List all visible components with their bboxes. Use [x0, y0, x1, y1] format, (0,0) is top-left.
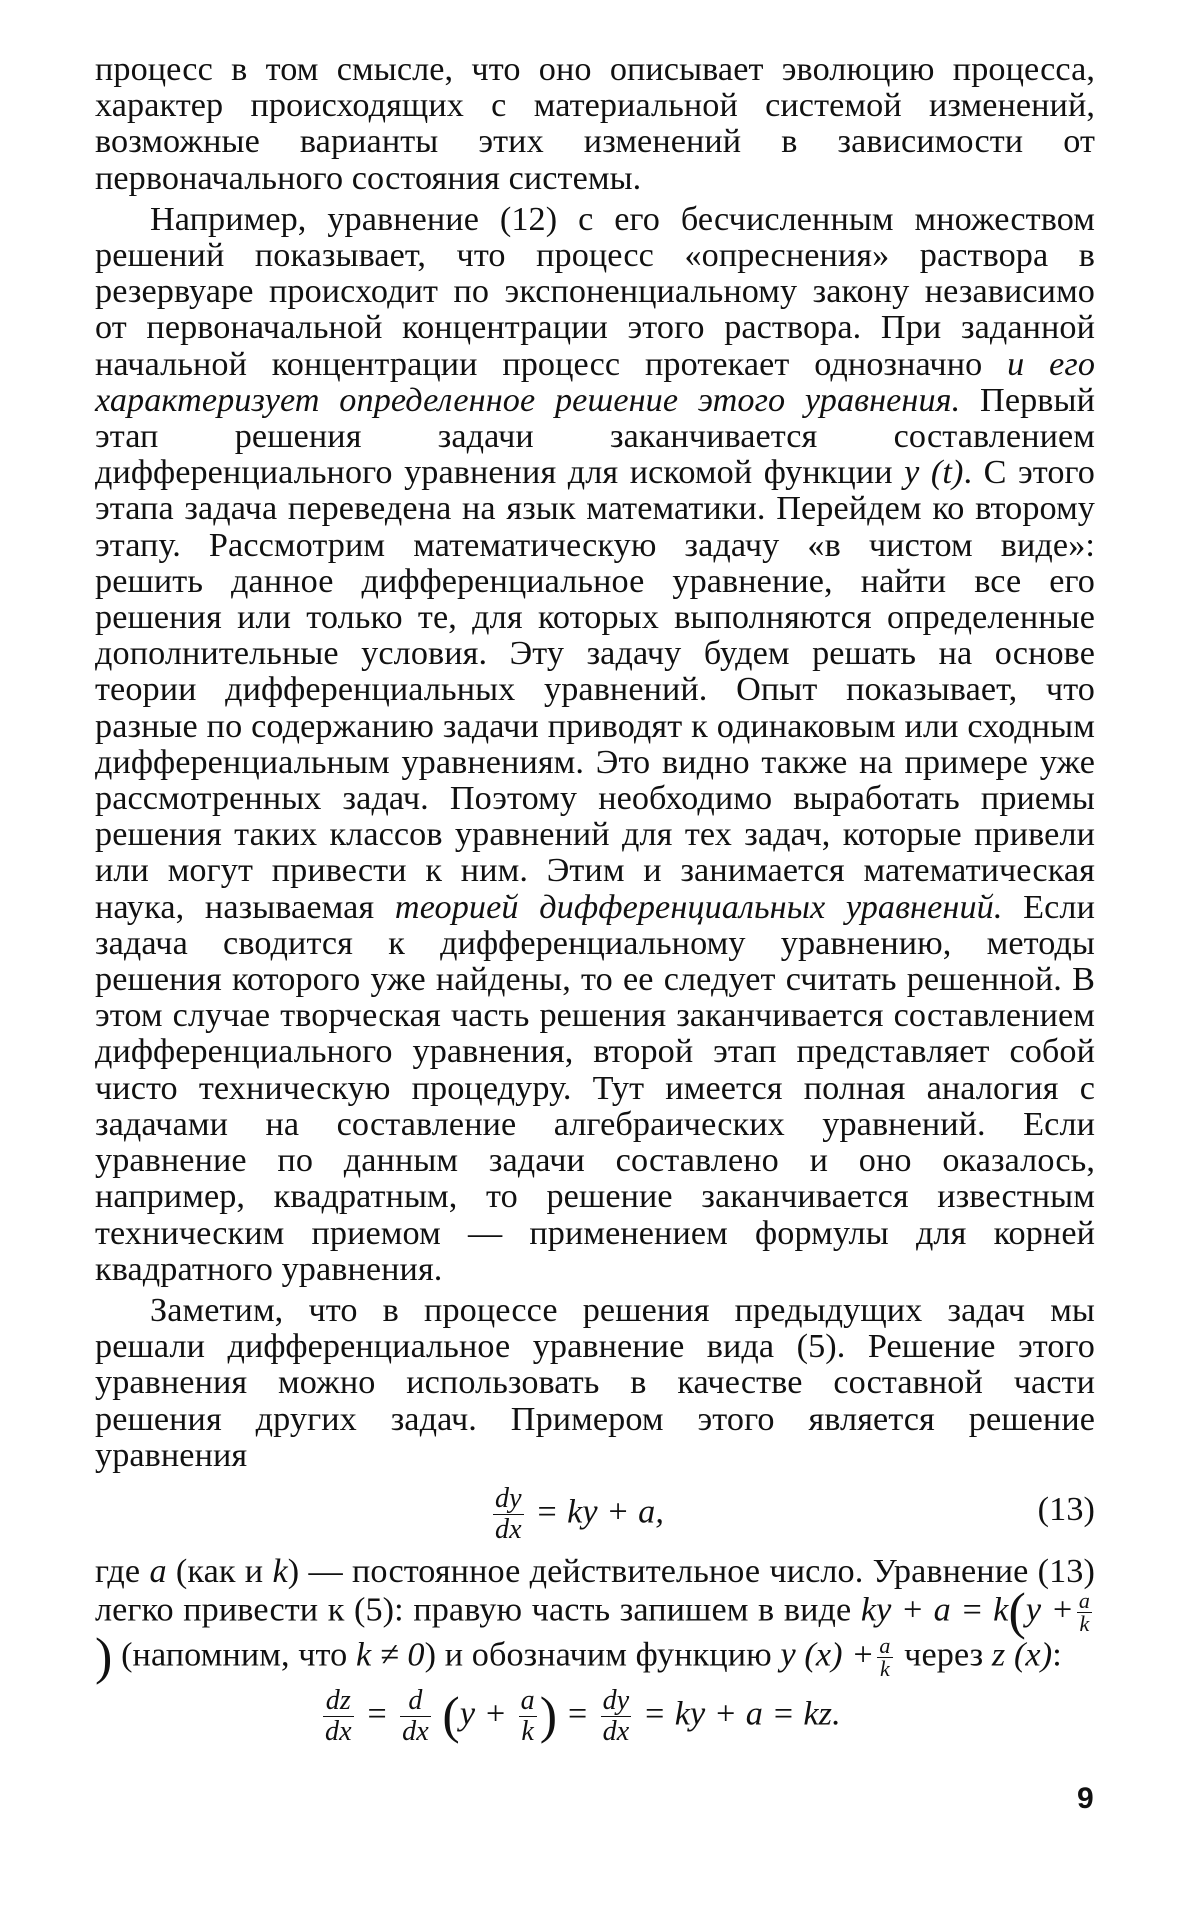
equation-13-body — [490, 1484, 664, 1545]
p4-t5: ) и обозначим функцию — [424, 1636, 781, 1674]
paragraph-4 — [95, 1552, 1095, 1686]
eq2-right-paren: ) — [539, 1687, 558, 1745]
eq2-rest: = ky + a = kz. — [642, 1695, 841, 1733]
p4-fraction-num: a — [1078, 1588, 1090, 1614]
p4-fraction-a-over-k — [1077, 1590, 1092, 1635]
eq2-d: d — [400, 1686, 431, 1717]
paragraph-2-part3: . С этого этапа задача переведена на язык математики. Перейдем ко второму этапу. Рассмотрим математическую задачу «в чистом виде»: решить данное дифференциальное уравнение, найти все его решения или только те, для которых выполняются определенные дополнительные условия. Эту задачу будем решать на основе теории дифференциальных уравнений. Опыт показывает, что разные по содержанию задачи приводят к одинаковым или сходным дифференциальным уравнениям. Это видно также на примере уже рассмотренных задач. Поэтому необходимо выработать приемы решения таких классов уравнений для тех задач, которые привели или могут привести к ним. Этим и занимается математическая наука, называемая — [95, 454, 1095, 926]
paragraph-1 — [95, 52, 1095, 197]
eq2-left-paren: ( — [442, 1687, 460, 1745]
paragraph-3 — [95, 1293, 1095, 1474]
eq2-fraction-a-k — [519, 1686, 537, 1747]
function-y-t: y (t) — [904, 454, 964, 492]
equation-dz-dx — [95, 1680, 1095, 1770]
p4-k-not-zero: k ≠ 0 — [356, 1636, 425, 1674]
eq2-dx-2: dx — [402, 1716, 429, 1748]
eq2-a: a — [520, 1685, 535, 1717]
p4-formula-lhs: ky + a = k — [860, 1591, 1009, 1629]
p4-a: a — [149, 1552, 167, 1590]
p4-function-y-x: y (x) + — [780, 1636, 875, 1674]
p4-fraction-a-over-k-2 — [877, 1635, 892, 1680]
eq2-fraction-dz-dx — [323, 1686, 354, 1747]
p4-function-z-x: z (x) — [991, 1636, 1053, 1674]
equation-13 — [95, 1474, 1095, 1554]
paragraph-2-italic1: и его характеризует определенное решение этого уравнения. — [95, 345, 1096, 419]
eq2-k: k — [521, 1716, 534, 1748]
p4-t2: (как и — [166, 1552, 273, 1590]
equation-13-denominator: dx — [495, 1513, 522, 1545]
eq2-dx: dx — [325, 1716, 352, 1748]
equation-13-numerator: dy — [495, 1482, 522, 1514]
equation-13-fraction — [493, 1484, 524, 1545]
equation-13-rhs: = ky + a, — [535, 1493, 664, 1531]
equation-dz-dx-body — [320, 1686, 841, 1747]
paragraph-2-part1: Например, уравнение (12) с его бесчисленным множеством решений показывает, что процесс «опреснения» раствора в резервуаре происходит по экспоненциальному закону независимо от первоначальной концентрации этого раствора. При заданной начальной концентрации процесс протекает однозначно — [95, 200, 1095, 383]
eq2-fraction-d-dx — [400, 1686, 431, 1747]
p4-right-paren: ) — [95, 1628, 113, 1686]
page-number: 9 — [1077, 1782, 1094, 1815]
paragraph-1-text: процесс в том смысле, что оно описывает эволюцию процесса, характер происходящих с материальной системой изменений, возможные варианты этих изменений в зависимости от первоначального состояния системы. — [95, 51, 1095, 197]
p4-left-paren: ( — [1008, 1583, 1026, 1641]
paragraph-2-part4: Если задача сводится к дифференциальному уравнению, методы решения которого уже найдены, то ее следует считать решенной. В этом случае творческая часть решения заканчивается составлением дифференциального уравнения, второй этап представляет собой чисто техническую процедуру. Тут имеется полная аналогия с задачами на составление алгебраических уравнений. Если уравнение по данным задачи составлено и оно оказалось, например, квадратным, то решение заканчивается известным техническим приемом — применением формулы для корней квадратного уравнения. — [95, 888, 1095, 1288]
paragraph-2 — [95, 202, 1095, 1288]
equation-13-label: (13) — [1037, 1490, 1095, 1528]
p4-t4: (напомним, что — [112, 1636, 356, 1674]
eq2-equals: = — [365, 1695, 389, 1733]
p4-t7: : — [1052, 1636, 1062, 1674]
p4-formula-y: y + — [1025, 1591, 1074, 1629]
p4-k: k — [272, 1552, 288, 1590]
eq2-dx-3: dx — [602, 1716, 630, 1748]
p4-fraction2-den: k — [880, 1656, 890, 1682]
paragraph-2-italic2: теорией дифференциальных уравнений. — [394, 888, 1003, 926]
eq2-equals-2: = — [565, 1695, 589, 1733]
paragraph-2-part2: Первый этап решения задачи заканчивается составлением дифференциального уравнения для искомой функции — [95, 381, 1095, 492]
p4-fraction-den: k — [1079, 1611, 1090, 1637]
page-body — [95, 52, 1095, 1770]
eq2-dz: dz — [323, 1686, 354, 1717]
eq2-inner: y + — [459, 1695, 507, 1733]
eq2-fraction-dy-dx — [601, 1686, 632, 1747]
p4-t3: ) — постоянное действительное число. Уравнение (13) легко привести к (5): правую часть запишем в виде — [95, 1552, 1095, 1629]
p4-t1: где — [95, 1552, 150, 1590]
eq2-dy: dy — [602, 1685, 630, 1717]
p4-fraction2-num: a — [879, 1633, 891, 1659]
p4-t6: через — [895, 1636, 992, 1674]
paragraph-3-text: Заметим, что в процессе решения предыдущих задач мы решали дифференциальное уравнение вида (5). Решение этого уравнения можно использовать в качестве составной части решения других задач. Примером этого является решение уравнения — [95, 1291, 1095, 1474]
